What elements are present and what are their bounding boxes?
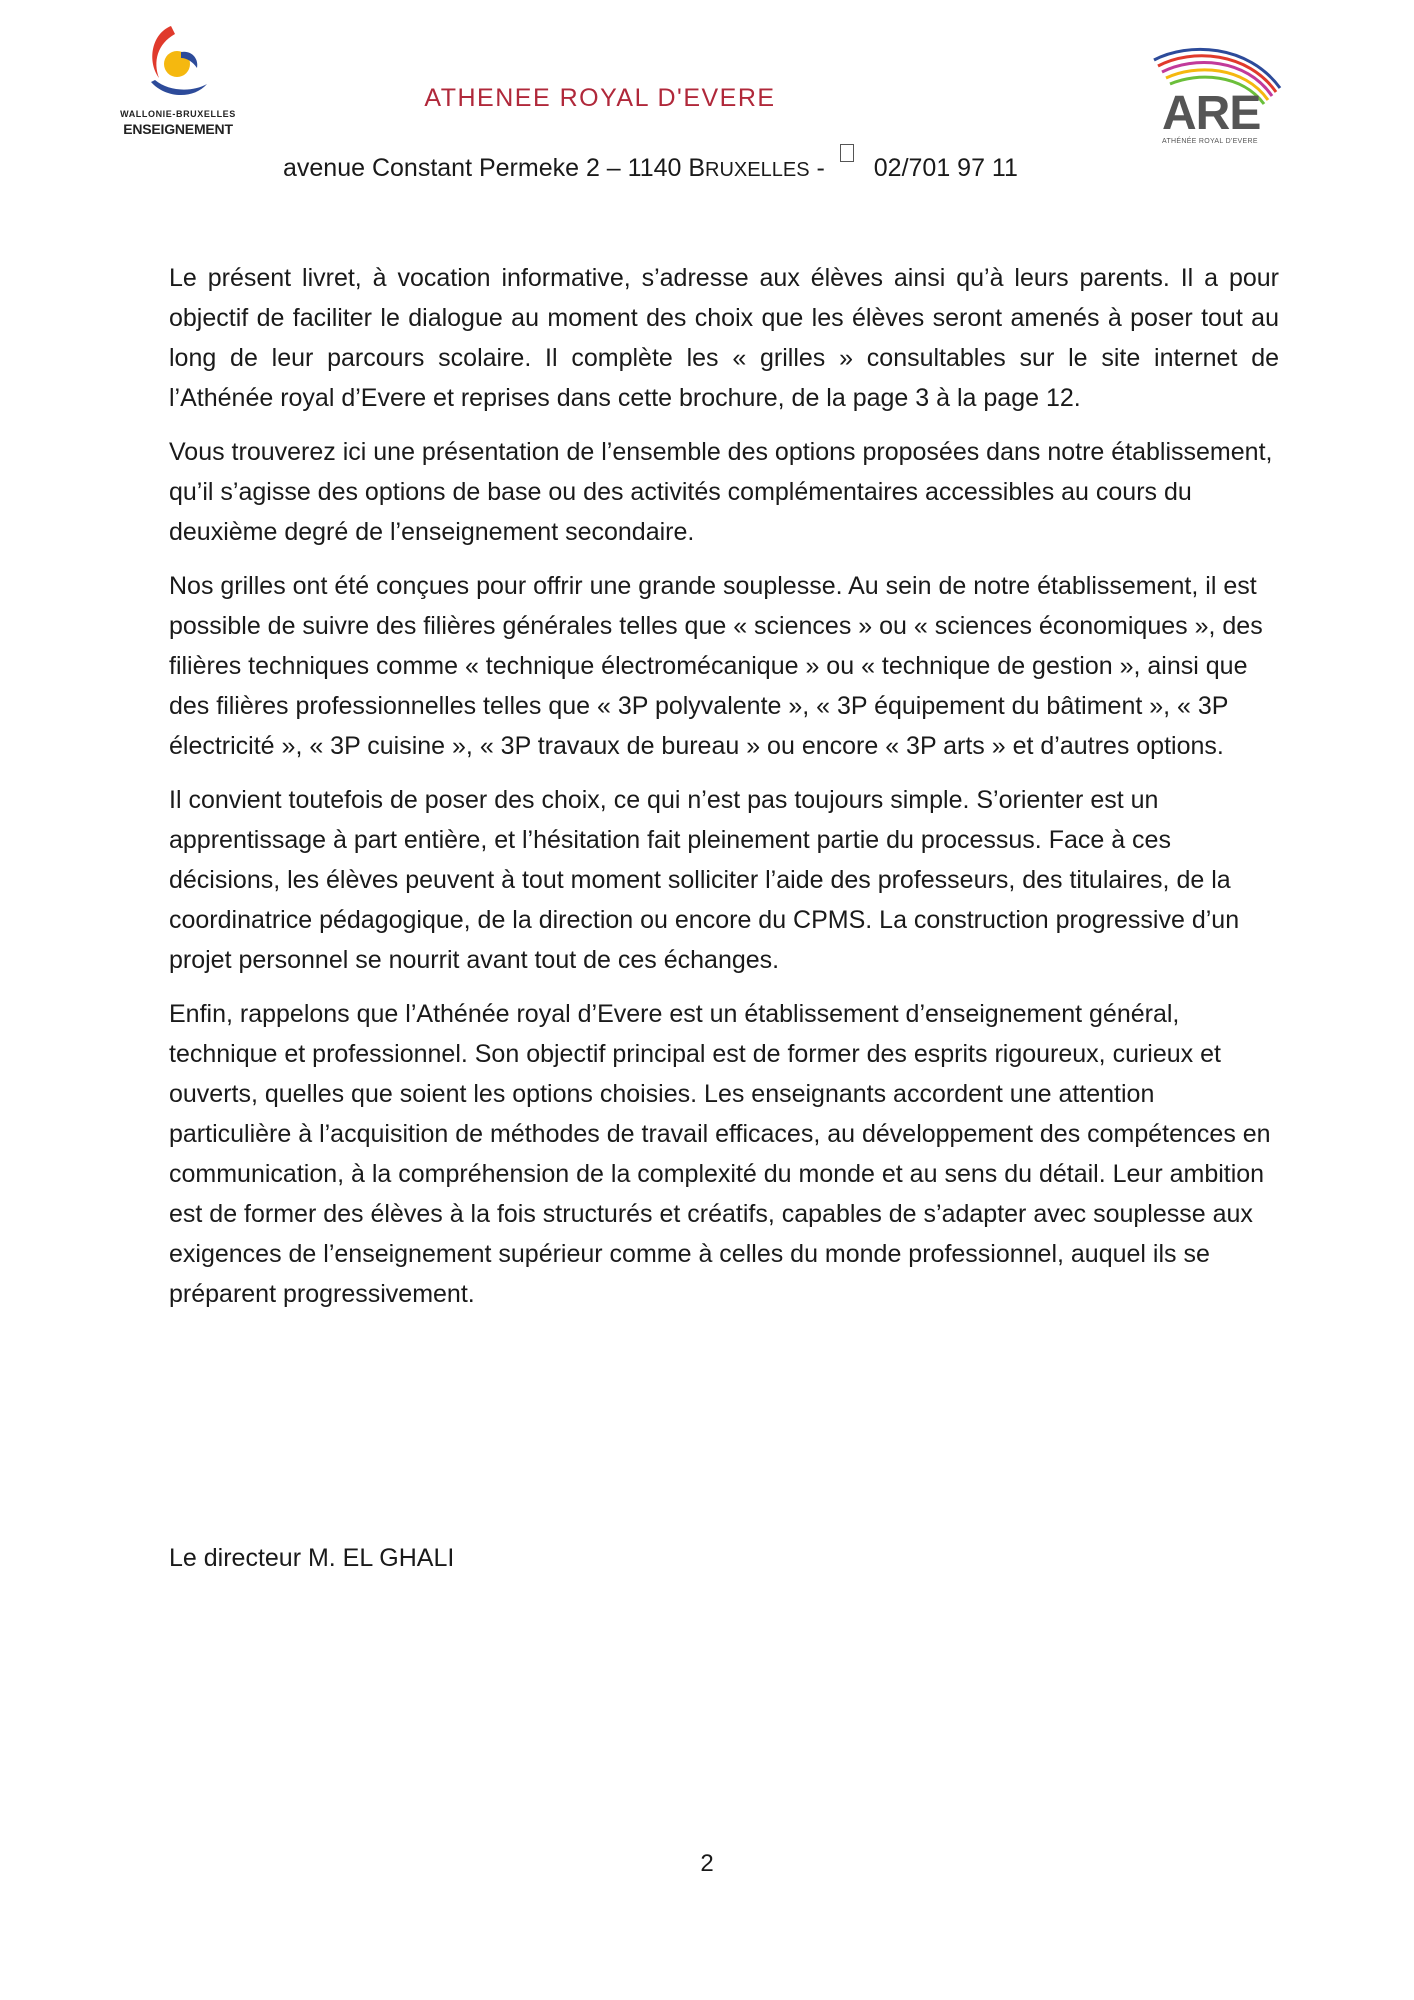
page-number: 2 — [700, 1850, 714, 1877]
logo-line1: WALLONIE-BRUXELLES — [120, 109, 236, 119]
are-subtitle: ATHÉNÉE ROYAL D'EVERE — [1162, 138, 1258, 145]
paragraph-conclusion: Enfin, rappelons que l’Athénée royal d’Evere est un établissement d’enseignement général, technique et professionnel. Son objectif principal est de former des esprits rigoureux, curieux et ouverts, quelles que soient les options choisies. Les enseignants accordent une attention particulière à l’acquisition de méthodes de travail efficaces, au développement des compétences en communication, à la compréhension de la complexité du monde et au sens du détail. Leur ambition est de former des élèves à la fois structurés et créatifs, capables de s’adapter avec souplesse aux exigences de l’enseignement supérieur comme à celles du monde professionnel, auquel ils se préparent progressivement. — [169, 1000, 1271, 1308]
logo-line2: ENSEIGNEMENT — [123, 121, 233, 137]
wallonie-bruxelles-logo — [108, 22, 248, 142]
phone-icon — [840, 144, 854, 162]
wallonie-bruxelles-enseignement-logo-icon — [141, 22, 213, 102]
school-name: ATHENEE ROYAL D'EVERE — [424, 84, 776, 112]
are-logo — [1148, 46, 1286, 156]
paragraph-choix: Il convient toutefois de poser des choix, ce qui n’est pas toujours simple. S’orienter est un apprentissage à part entière, et l’hésitation fait pleinement partie du processus. Face à ces décisions, les élèves peuvent à tout moment solliciter l’aide des professeurs, des titulaires, de la coordinatrice pédagogique, de la direction ou encore du CPMS. La construction progressive d’un projet personnel se nourrit avant tout de ces échanges. — [169, 786, 1240, 974]
address-line — [283, 144, 1083, 183]
address-city-initial: B — [688, 154, 706, 182]
signature: Le directeur M. EL GHALI — [169, 1544, 455, 1572]
phone-number: 02/701 97 11 — [873, 154, 1018, 182]
body-text — [169, 258, 1279, 1328]
paragraph-intro: Le présent livret, à vocation informative, s’adresse aux élèves ainsi qu’à leurs parents. Il a pour objectif de faciliter le dialogue au moment des choix que les élèves seront amenés à poser tout au long de leur parcours scolaire. Il complète les « grilles » consultables sur le site internet de l’Athénée royal d’Evere et reprises dans cette brochure, de la page 3 à la page 12. — [169, 264, 1279, 412]
are-acronym: ARE — [1162, 87, 1261, 140]
paragraph-grilles: Nos grilles ont été conçues pour offrir une grande souplesse. Au sein de notre établissement, il est possible de suivre des filières générales telles que « sciences » ou « sciences économiques », des filières techniques comme « technique électromécanique » ou « technique de gestion », ainsi que des filières professionnelles telles que « 3P polyvalente », « 3P équipement du bâtiment », « 3P électricité », « 3P cuisine », « 3P travaux de bureau » ou encore « 3P arts » et d’autres options. — [169, 572, 1263, 760]
address-city-rest: RUXELLES — [705, 159, 810, 181]
address-separator: - — [809, 154, 832, 182]
address-street: avenue Constant Permeke 2 – 1140 — [283, 154, 689, 182]
paragraph-options: Vous trouverez ici une présentation de l’ensemble des options proposées dans notre établissement, qu’il s’agisse des options de base ou des activités complémentaires accessibles au cours du deuxième degré de l’enseignement secondaire. — [169, 438, 1273, 546]
